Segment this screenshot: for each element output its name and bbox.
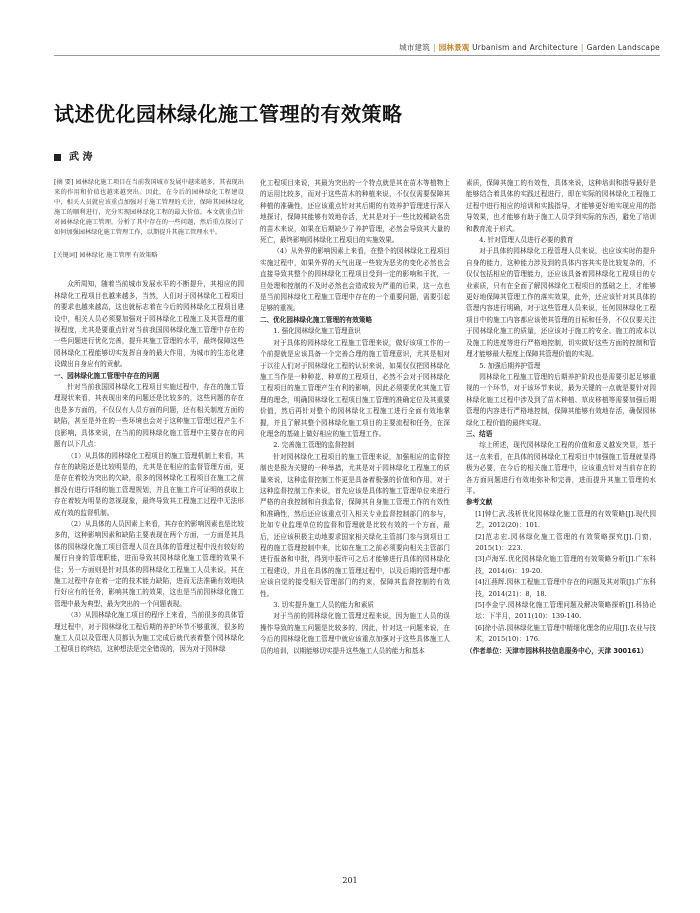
- author-name: 武 涛: [69, 152, 93, 163]
- abstract: [摘 要] 园林绿化施工项目在当前我国城市发展中越来越多，其表现出来的作用和价值也越来越突出。因此，在今后的园林绿化工程建设中，相关人员就应该重点加强对于施工管理的关注，保障其园林绿化施工的顺利进行，充分实现园林绿化工程的最大价值。本文就重点针对园林绿化施工管理，分析了其中存在的一些问题，然后重点探讨了如何加强园林绿化施工管理工作，以期提升其施工管理水平。: [54, 179, 244, 236]
- column-1: [54, 178, 244, 656]
- paragraph: 对于具体的园林绿化工程管理人员来说，也应该实时的提升自身的能力，这种能力涉及到的具体内容其实是比较复杂的，不仅仅包括相应的管理能力，还应该具备着园林绿化工程项目的专业素质，只有在全面了解园林绿化工程项目的基础之上，才能够更好地保障其管理工作的落实效果，此外，还应该针对其具体的管理内容进行明确，对于这些管理人员来说，任何园林绿化工程项目中的施工内容都应该使其管理的目标和任务，不仅仅要关注于园林绿化施工的质量，还应该对于施工的安全、施工的成本以及施工的进度等进行严格地控制，切实做好这些方面的控制和管理才能够最大程度上保障其管理价值的实现。: [466, 247, 656, 359]
- header-city: 城市建筑: [399, 43, 430, 52]
- bullet-square-icon: [54, 154, 61, 161]
- subheading: 4. 针对管理人员进行必要的教育: [479, 236, 574, 245]
- section-heading-3: 三、结语: [466, 429, 493, 438]
- header-english: Urbanism and Architecture: [472, 43, 578, 52]
- running-header: 城市建筑 | 园林景观 Urbanism and Architecture | Garden Landscape: [399, 43, 660, 52]
- paragraph: 综上所述，现代园林绿化工程的价值和意义越发突显，基于这一点来看，在具体的园林绿化工程项目中加强施工管理就显得极为必要，在今后的相关施工管理中，应该重点针对当前存在的各方面问题进行有效地弥补和完善，进而提升其施工管理的水平。: [466, 441, 656, 495]
- paragraph: 众所周知，随着当前城市发展水平的不断提升，其相应的园林绿化工程项目也越来越多，当然，人们对于园林绿化工程项目的要求也越来越高，这也就标志着在今后的园林绿化工程项目建设中，相关人员必须要加强对于园林绿化工程施工及其管理的重视程度，尤其是要重点针对当前我国园林绿化施工管理中存在的一些问题进行优化完善，提升其施工管理的水平，最终保障这些园林绿化工程能够切实发挥自身的最大作用，为城市的生态化建设做出自身应有的贡献。: [54, 280, 244, 369]
- paragraph: 化工程项目来说，其最为突出的一个特点就是其在苗木等植物上的运用比较多，而对于这些苗木的种植来说，不仅仅需要保障其种植的准确性，还应该重点针对其后期的有效养护管理进行深入地探讨，保障其能够有效地存活，尤其是对于一些比较稀缺名贵的苗木来说，如果在后期缺少了养护管理，必然会导致其大量的死亡，最终影响园林绿化工程项目的实施效果。: [260, 179, 450, 245]
- reference-item: [4]江燕辉.园林工程施工管理中存在的问题及其对策[J].广东科技，2014(21)：8，18.: [475, 578, 656, 598]
- paragraph: 素质，保障其施工的有效性，具体来说，这种培训和指导最好是能够结合着具体的实践过程进行，即在实际的园林绿化工程施工过程中进行相应的培训和实践指导，才能够更好地实现应用的指导效果，也才能够有助于施工人员学到实际的东西，避免了培训和教育流于形式。: [466, 179, 656, 233]
- section-heading-2: 二、优化园林绿化施工管理的有效策略: [260, 315, 373, 324]
- keywords: [关键词] 园林绿化 施工管理 有效策略: [54, 252, 158, 259]
- paragraph: 针对当前我国园林绿化工程项目实施过程中，存在的施工管理现状来看，其表现出来的问题还是比较多的，这些问题的存在也是多方面的，不仅仅有人员方面的问题，还有相关制度方面的缺陷，甚至是外在的一些环境也会对于这种施工管理过程产生不良影响，具体来说，在当前的园林绿化施工管理中主要存在的问题有以下几点：: [54, 383, 244, 449]
- page-number: 201: [342, 876, 358, 885]
- reference-item: [3]卢海军.优化园林绿化施工管理的有效策略分析[J].广东科技，2014(6)：19-20.: [475, 555, 656, 575]
- paragraph: 园林绿化工程施工管理的后期养护阶段也是需要引起足够重视的一个环节，对于该环节来说，最为关键的一点就是要针对园林绿化施工过程中涉及到了苗木种植、草皮移植等需要加强后期管理的内容进行严格地控制，保障其能够有效地存活，确保园林绿化工程价值的最终实现。: [466, 372, 656, 427]
- subheading: 3. 切实提升施工人员的能力和素质: [273, 601, 374, 610]
- column-3: [466, 178, 656, 657]
- header-rule: [54, 55, 660, 56]
- paragraph: （4）从外界的影响因素上来看，在整个的园林绿化工程项目实施过程中，如果外界的天气出现一些较为恶劣的变化必然也会直接导致其整个的园林绿化工程项目受到一定的影响和干扰，一旦处理和控制的不及时必然也会造成较为严重的后果，这一点也是当前园林绿化工程施工管理中存在的一个重要问题，需要引起足够的重视。: [260, 247, 450, 313]
- column-2: [260, 178, 450, 657]
- reference-item: [1]钟仁武.浅析优化园林绿化施工管理的有效策略[J].现代园艺，2012(20)：101.: [475, 509, 656, 530]
- paragraph: 对于具体的园林绿化工程施工管理来说，做好该项工作的一个前提就是应该具备一个完善合理的施工管理意识，尤其是相对于以往人们对于园林绿化工程的认识来说，如果仅仅把园林绿化施工当作是一种种花、种草的工程项目，必然不会对于园林绿化工程项目的施工管理产生有利的影响，因此必须要优化其施工管理的理念，明确园林绿化工程项目施工管理的准确定位及其重要价值，然后再针对整个的园林绿化工程施工进行全面有效地掌握，并且了解其整个园林绿化施工项目的主要流程和任务，在深化理念的基础上做好相应的施工管理工作。: [260, 338, 450, 438]
- section-heading-1: 一、园林绿化施工管理中存在的问题: [54, 371, 160, 380]
- subheading: 2. 完善施工管理的监督控制: [273, 441, 355, 450]
- header-section: 园林景观: [438, 43, 470, 52]
- header-english2: Garden Landscape: [586, 43, 660, 52]
- author: [54, 148, 92, 163]
- paragraph: 针对园林绿化工程项目的施工管理来说，加强相应的监督控制也是极为关键的一种举措，尤其是对于园林绿化工程施工的质量来说，这种监督控制工作更是具备着极强的价值和作用，对于这种监督控制工作来说，首先应该是具体的施工管理单位来进行严格的自我控制和自我监督，保障其自身施工管理工作的有效性和准确性，然后还应该重点引入相关专业监督控制部门的参与，比如专业监理单位的监督和管理就是比较有效的一个方面，最后，还应该积极主动地要求国家相关绿化主管部门参与到项目工程的施工管理控制中来，比如在施工之前必须要向相关主管部门进行报备和申批，得到申报许可之后才能够进行具体的园林绿化工程建设，并且在具体的施工管理过程中，以及后期的管理中都应该自觉的接受相关管理部门的约束，保障其监督控制的有效性。: [260, 452, 450, 598]
- author-unit: （作者单位：天津市园林科技信息服务中心，天津 300161）: [466, 646, 648, 655]
- paragraph: （1）从具体的园林绿化工程项目的施工管理机制上来看，其存在的缺陷还是比较明显的，尤其是在相应的监督管理方面，更是存在着较为突出的欠缺，很多的园林绿化工程项目在施工之前都没有进行详细的施工管理规划，并且在施工许可证明的获取上存在着较为明显的忽视现象，最终导致其工程施工过程中无法形成有效的监督机制。: [54, 451, 244, 517]
- references-heading: 参考文献: [466, 498, 493, 507]
- reference-item: [6]徐小洁.园林绿化施工管理中精细化理念的应用[J].农业与技术，2015(10)：176.: [475, 623, 656, 644]
- reference-item: [2]范志宏.园林绿化施工管理的有效策略探究[J].门窗，2015(1)：223.: [475, 532, 656, 552]
- paper-title: 试述优化园林绿化施工管理的有效策略: [54, 102, 403, 126]
- paragraph: （3）从园林绿化施工项目的程序上来看，当前很多的具体管理过程中，对于园林绿化工程后期的养护环节不够重视，很多的施工人员以及管理人员都认为施工完成后就代表着整个园林绿化工程项目的终结，这种想法是完全错误的，因为对于园林绿: [54, 611, 244, 654]
- paragraph: （2）从具体的人员因素上来看，其存在的影响因素也是比较多的，这种影响因素和缺陷主要表现在两个方面，一方面是其具体的园林绿化施工项目管理人员在具体的管理过程中没有较好的履行自身的管理职能，进而导致其园林绿化施工管理的效果不佳；另一方面则是针对具体的园林绿化工程施工人员来说，其在施工过程中存在着一定的技术能力缺陷，进而无法准确有效地执行好应有的任务，影响其施工的效果，这也是当前园林绿化施工管理中最为典型、最为突出的一个问题表现。: [54, 519, 244, 608]
- subheading: 1. 强化园林绿化施工管理意识: [273, 327, 361, 336]
- reference-item: [5]李金宁.园林绿化施工管理问题及解决策略探析[J].科协论坛：下半月，2011(10)：139-140.: [475, 601, 656, 621]
- paragraph: 对于当前的园林绿化施工管理过程来说，因为施工人员的误操作导致的施工问题是比较多的，因此，针对这一问题来说，在今后的园林绿化施工管理中就应该重点加强对于这些具体施工人员的培训，以期能够切实提升这些施工人员的能力和基本: [260, 612, 450, 655]
- subheading: 5. 加强后期养护管理: [479, 361, 541, 370]
